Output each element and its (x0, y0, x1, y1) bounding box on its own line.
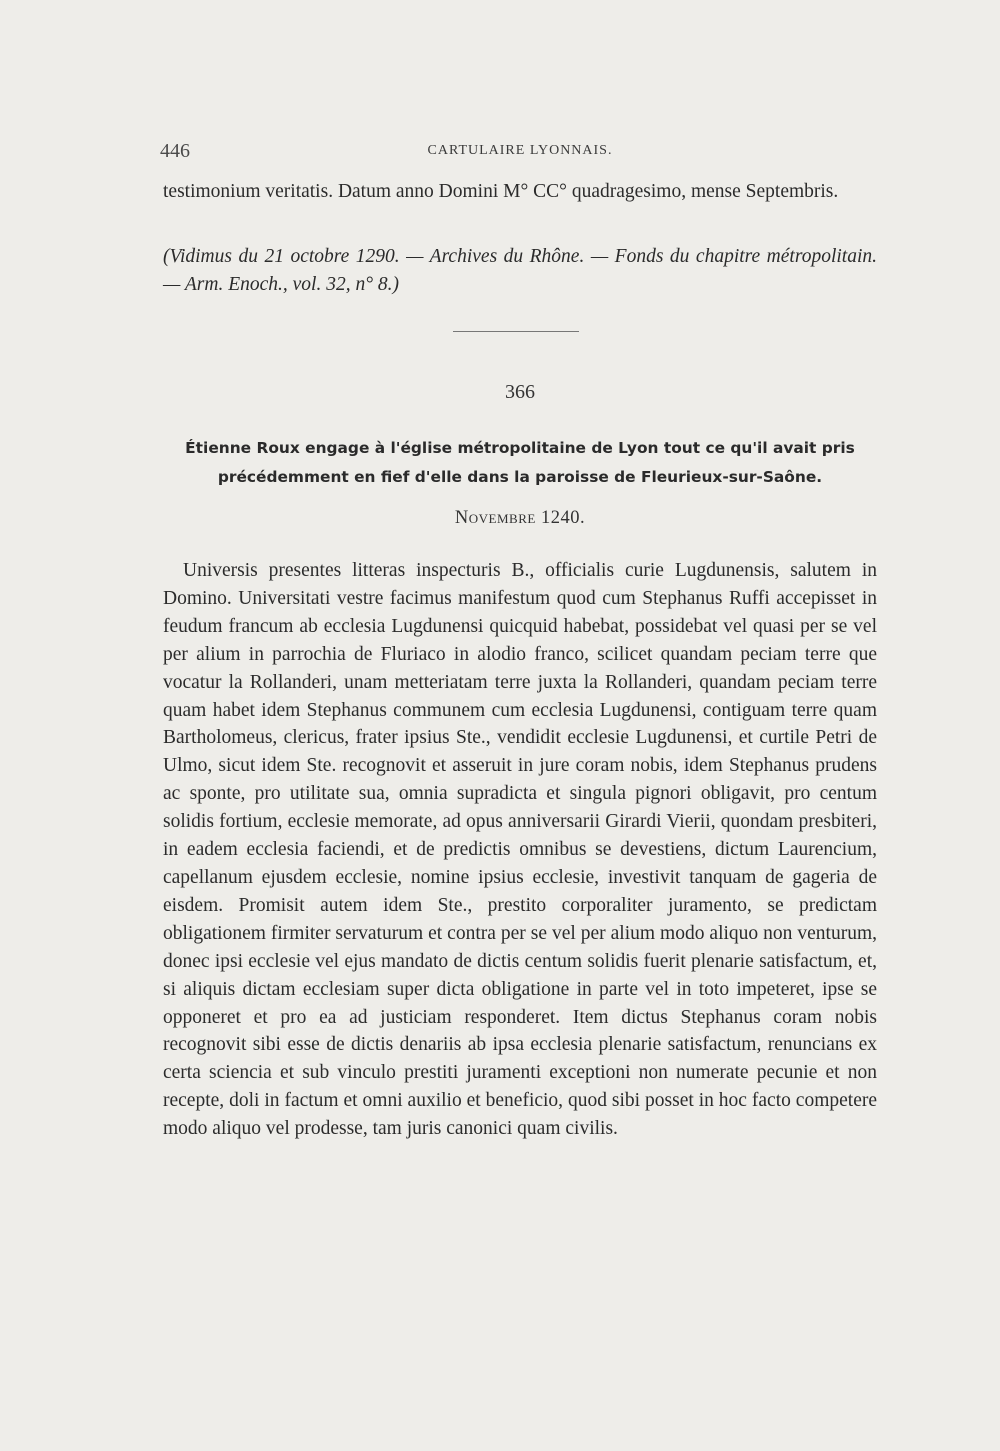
running-title: CARTULAIRE LYONNAIS. (427, 143, 613, 158)
charter-date: Novembre 1240. (454, 508, 586, 528)
source-note: (Vidimus du 21 octobre 1290. — Archives du Rhône. — Fonds du chapitre métropolitain. — Arm. Enoch., vol. 32, n° 8.) (163, 246, 877, 295)
charter-number: 366 (505, 381, 535, 403)
charter-summary-line: précédemment en fief d'elle dans la paroisse de Fleurieux-sur-Saône. (217, 468, 823, 486)
section-separator-rule (453, 331, 579, 332)
previous-charter-closing-text: testimonium veritatis. Datum anno Domini M° CC° quadragesimo, mense Septembris. (163, 181, 839, 202)
page-number: 446 (160, 140, 190, 162)
charter-body-paragraph: Universis presentes litteras inspecturis B., officialis curie Lugdunensis, salutem in Domino. Universitati vestre facimus manifestum quod cum Stephanus Ruffi accepisset in feudum francum ab ecclesia Lugdunensi quicquid habebat, possidebat vel quasi per se vel per alium in parrochia de Fluriaco in alodio franco, scilicet quandam peciam terre que vocatur la Rollanderi, unam metteriatam terre juxta la Rollanderi, quandam peciam terre quam habet idem Stephanus communem cum ecclesia Lugdunensi, contiguam terre quam Bartholomeus, clericus, frater ipsius Ste., vendidit ecclesie Lugdunensi, et curtile Petri de Ulmo, sicut idem Ste. recognovit et asseruit in jure coram nobis, idem Stephanus prudens ac sponte, pro utilitate sua, omnia supradicta et singula pignori obligavit, pro centum solidis fortium, ecclesie memorate, ad opus anniversarii Girardi Vierii, quondam presbiteri, in eadem ecclesia faciendi, et de predictis omnibus se devestiens, dictum Laurencium, capellanum ejusdem ecclesie, nomine ipsius ecclesie, investivit tanquam de gageria de eisdem. Promisit autem idem Ste., prestito corporaliter juramento, se predictam obligationem firmiter servaturum et contra per se vel per alium modo aliquo non venturum, donec ipsi ecclesie vel ejus mandato de dictis centum solidis fuerit plenarie satisfactum, et, si aliquis dictam ecclesiam super dicta obligatione in parte vel in toto impeteret, ipse se opponeret et pro ea ad justiciam responderet. Item dictus Stephanus coram nobis recognovit sibi esse de dictis denariis ab ipsa ecclesia plenarie satisfactum, renuncians ex certa sciencia et sub vinculo prestiti juramenti exceptioni non numerate pecunie et non recepte, doli in factum et omni auxilio et beneficio, quod sibi posset in hoc facto competere modo aliquo vel prodesse, tam juris canonici quam civilis. (163, 560, 877, 1140)
charter-summary-line: Étienne Roux engage à l'église métropolitaine de Lyon tout ce qu'il avait pris (185, 439, 855, 457)
charter-summary (150, 434, 890, 492)
running-head (160, 140, 880, 170)
charter-body (163, 557, 877, 1143)
